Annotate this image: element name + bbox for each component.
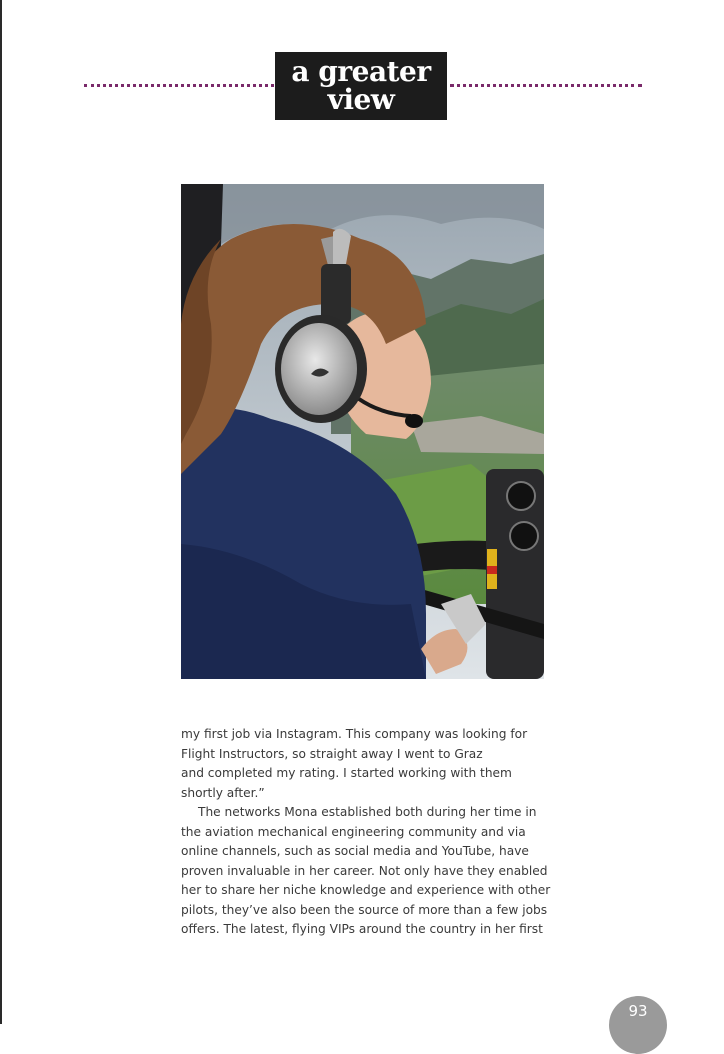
page-edge-rule xyxy=(0,0,2,1024)
body-line-1: my first job via Instagram. This company was looking for xyxy=(181,727,528,741)
page-number: 93 xyxy=(628,1002,648,1020)
body-line-8: proven invaluable in her career. Not only have they enabled xyxy=(181,863,548,878)
section-title xyxy=(275,52,447,120)
pilot-headset-photo xyxy=(181,184,544,679)
body-line-11: offers. The latest, flying VIPs around the country in her first xyxy=(181,922,543,936)
body-line-10: pilots, they’ve also been the source of more than a few jobs xyxy=(181,902,548,917)
body-line-9: her to share her niche knowledge and experience with other xyxy=(181,883,551,897)
dotted-rule-left xyxy=(84,84,274,87)
section-title-line-2: view xyxy=(327,83,395,116)
body-line-3: and completed my rating. I started working with them xyxy=(181,766,512,780)
body-line-6: the aviation mechanical engineering community and via xyxy=(181,824,526,839)
body-line-7: online channels, such as social media and YouTube, have xyxy=(181,844,529,858)
dotted-rule-right xyxy=(450,84,642,87)
section-title-line-1: a greater xyxy=(291,55,431,88)
body-line-4: shortly after.” xyxy=(181,785,265,800)
section-header xyxy=(84,52,642,120)
body-line-5: The networks Mona established both during her time in xyxy=(198,805,537,819)
article-body xyxy=(181,725,551,940)
body-line-2: Flight Instructors, so straight away I went to Graz xyxy=(181,746,483,761)
